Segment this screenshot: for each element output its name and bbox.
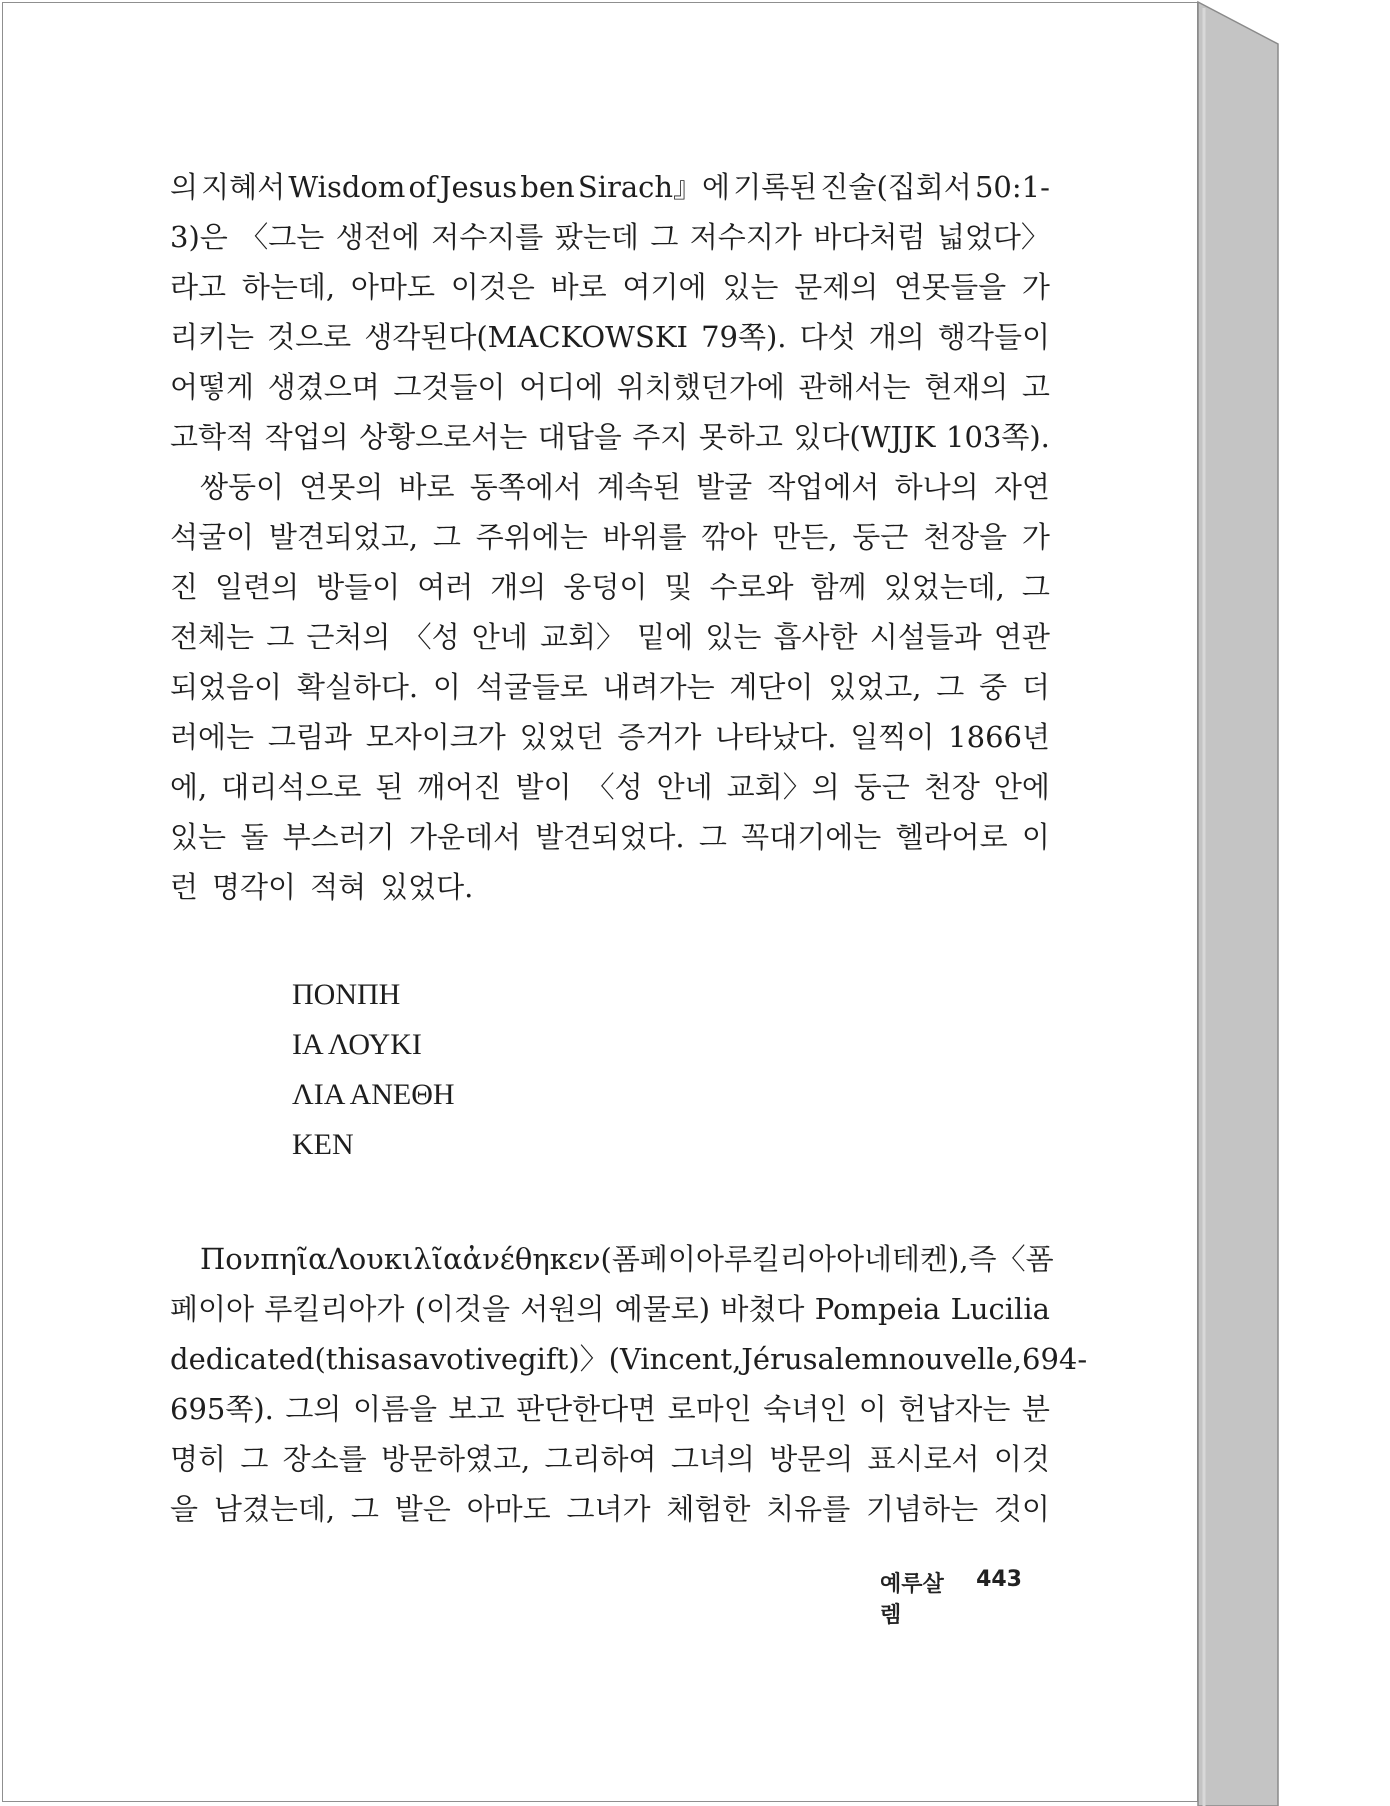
word: 안네 — [471, 620, 528, 654]
word: 그의 — [285, 1392, 342, 1426]
inscription-line-3: ΛΙΑ ΑΝΕΘΗ — [292, 1078, 455, 1111]
word: 진술(집회서 — [820, 170, 972, 204]
word: 3)은 — [170, 220, 228, 254]
word: 어디에 — [519, 370, 604, 404]
word: 석굴들로 — [475, 670, 588, 704]
word: Jérusalem — [741, 1342, 889, 1376]
word: 그 — [650, 220, 679, 254]
word: 루킬리아가 — [264, 1292, 405, 1326]
word: 깨어진 — [417, 770, 502, 804]
word: 이 — [858, 1392, 887, 1426]
word: 그 — [240, 1442, 269, 1476]
paragraph-2 — [170, 462, 1050, 912]
word: votive — [429, 1342, 519, 1376]
text-line — [170, 1234, 1054, 1284]
word: 팠는데 — [554, 220, 639, 254]
word: 행각들이 — [937, 320, 1050, 354]
word: (이것을 — [414, 1292, 511, 1326]
word: 것으로 — [267, 320, 352, 354]
word: 을 — [170, 1492, 199, 1526]
word: 생전에 — [335, 220, 420, 254]
word: 가 — [1021, 270, 1050, 304]
word: Jesus — [439, 170, 518, 204]
text-line — [170, 1334, 1088, 1384]
word: 밑에 — [637, 620, 694, 654]
word: 안에 — [993, 770, 1050, 804]
word: 리키는 — [170, 320, 255, 354]
word: 안네 — [656, 770, 713, 804]
word: 개의 — [868, 320, 925, 354]
word: 발굴 — [696, 470, 753, 504]
word: 대답을 — [537, 420, 622, 454]
word: 생겼으며 — [267, 370, 380, 404]
text-line — [170, 562, 1050, 612]
word: 수로와 — [709, 570, 794, 604]
word: 체험한 — [666, 1492, 751, 1526]
word: 치유를 — [766, 1492, 851, 1526]
word: 있었던 — [519, 720, 604, 754]
word: 웅덩이 — [563, 570, 648, 604]
word: 기록된 — [733, 170, 818, 204]
word: 바로 — [550, 270, 607, 304]
word: 그녀가 — [566, 1492, 651, 1526]
word: 〈폼 — [996, 1242, 1054, 1276]
word: 나타났다. — [715, 720, 837, 754]
word: 바로 — [398, 470, 455, 504]
word: Wisdom — [288, 170, 406, 204]
word: of — [408, 170, 437, 204]
word: 그 — [936, 670, 965, 704]
word: 흡사한 — [773, 620, 858, 654]
word: 예물로) — [614, 1292, 711, 1326]
word: 헌납자는 — [898, 1392, 1011, 1426]
word: 가운데서 — [408, 820, 522, 854]
word: 주위에는 — [475, 520, 588, 554]
word: 연못들을 — [894, 270, 1007, 304]
word: 중 — [979, 670, 1008, 704]
word: 근처의 — [306, 620, 391, 654]
word: 695쪽). — [170, 1392, 274, 1426]
word: 〈성 — [585, 770, 643, 804]
word: 루킬리아 — [723, 1242, 836, 1276]
word: 숙녀인 — [763, 1392, 848, 1426]
running-title: 예루살렘 — [880, 1572, 944, 1628]
text-line — [170, 812, 1050, 862]
word: 넓었다〉 — [936, 220, 1050, 254]
inscription-line-1: ΠΟΝΠΗ — [292, 978, 401, 1011]
word: gift)〉(Vincent, — [518, 1342, 742, 1376]
word: 내려가는 — [602, 670, 715, 704]
word: 된 — [375, 770, 404, 804]
word: 라고 — [170, 270, 227, 304]
word: 103쪽). — [946, 420, 1050, 454]
word: 있는 — [170, 820, 227, 854]
word: 그리하여 — [544, 1442, 657, 1476]
word: ben — [520, 170, 575, 204]
word: 전체는 — [170, 620, 255, 654]
text-line — [170, 162, 1050, 212]
word: 런 — [170, 870, 199, 904]
word: 대리석으로 — [221, 770, 362, 804]
text-line — [170, 462, 1050, 512]
text-line — [170, 712, 1050, 762]
word: 꼭대기에는 — [741, 820, 882, 854]
word: 이 — [1021, 820, 1050, 854]
word: 아마도 — [466, 1492, 551, 1526]
text-line — [170, 662, 1050, 712]
word: 천장을 — [923, 520, 1008, 554]
word: 관해서는 — [798, 370, 911, 404]
word: 바위를 — [602, 520, 687, 554]
word: 명히 — [170, 1442, 227, 1476]
word: 함께 — [810, 570, 867, 604]
word: 고 — [1021, 370, 1050, 404]
word: 작업에서 — [767, 470, 880, 504]
page-footer — [880, 1567, 1022, 1628]
word: 장소를 — [282, 1442, 367, 1476]
word: 작업의 — [264, 420, 349, 454]
word: 로마인 — [667, 1392, 752, 1426]
paragraph-3 — [170, 1234, 1088, 1534]
word: 일련의 — [215, 570, 300, 604]
word: 것이 — [993, 1492, 1050, 1526]
word: 고학적 — [170, 420, 255, 454]
body-text — [170, 162, 1088, 1534]
word: 694- — [1022, 1342, 1088, 1376]
word: 그 — [1021, 570, 1050, 604]
word: 다섯 — [799, 320, 856, 354]
word: 개의 — [490, 570, 547, 604]
word: 현재의 — [924, 370, 1009, 404]
word: 그림과 — [267, 720, 352, 754]
word: 이 — [432, 670, 461, 704]
text-line — [170, 1284, 1050, 1334]
word: 이름을 — [352, 1392, 438, 1426]
word: 아네테켄), — [835, 1242, 969, 1276]
word: 쌍둥이 — [200, 470, 285, 504]
word: 저수지가 — [689, 220, 802, 254]
text-line — [170, 762, 1050, 812]
word: 동쪽에서 — [469, 470, 582, 504]
word: 하나의 — [894, 470, 979, 504]
word: 가 — [1021, 520, 1050, 554]
word: (this — [314, 1342, 381, 1376]
text-line — [170, 1384, 1050, 1434]
text-line — [170, 1484, 1050, 1534]
text-line — [170, 612, 1050, 662]
word: 못하고 — [698, 420, 783, 454]
word: 석굴이 — [170, 520, 255, 554]
word: 50:1- — [974, 170, 1050, 204]
word: 계속된 — [596, 470, 681, 504]
word: 명각이 — [212, 870, 297, 904]
text-line — [170, 512, 1050, 562]
word: 돌 — [240, 820, 269, 854]
word: 그 — [266, 620, 295, 654]
word: 그녀의 — [670, 1442, 755, 1476]
word: 문제의 — [794, 270, 879, 304]
word: 연못의 — [299, 470, 384, 504]
paragraph-1 — [170, 162, 1050, 462]
text-line — [170, 362, 1050, 412]
word: 79쪽). — [701, 320, 787, 354]
word: 생각된다(MACKOWSKI — [364, 320, 688, 354]
word: 천장 — [923, 770, 980, 804]
word: 있었다. — [380, 870, 474, 904]
text-line — [170, 212, 1050, 262]
word: 그 — [432, 520, 461, 554]
word: Λουκιλῖα — [327, 1242, 463, 1276]
word: 그 — [350, 1492, 379, 1526]
word: 표시로서 — [867, 1442, 980, 1476]
word: 더 — [1021, 670, 1050, 704]
word: 모자이크가 — [365, 720, 506, 754]
word: 깎아 — [701, 520, 758, 554]
text-line — [170, 262, 1050, 312]
word: Lucilia — [950, 1292, 1050, 1326]
word: 1866년 — [948, 720, 1050, 754]
word: 방들이 — [316, 570, 401, 604]
word: 주지 — [632, 420, 689, 454]
word: Pompeia — [814, 1292, 941, 1326]
word: 서원의 — [520, 1292, 605, 1326]
word: 페이아 — [170, 1292, 255, 1326]
word: 하는데, — [241, 270, 336, 304]
word: dedicated — [170, 1342, 315, 1376]
word: 헬라어로 — [895, 820, 1008, 854]
word: 부스러기 — [282, 820, 395, 854]
word: 지혜서 — [201, 170, 286, 204]
word: 교회〉의 — [726, 770, 840, 804]
word: 〈성 — [402, 620, 460, 654]
word: 에, — [170, 770, 208, 804]
word: as — [380, 1342, 413, 1376]
word: 계단이 — [729, 670, 814, 704]
word: 기념하는 — [866, 1492, 979, 1526]
word: 일찍이 — [850, 720, 935, 754]
word: 있는 — [722, 270, 779, 304]
word: 있는 — [705, 620, 762, 654]
word: 어떻게 — [170, 370, 255, 404]
word: (폼페이아 — [600, 1242, 724, 1276]
word: 보고 — [448, 1392, 505, 1426]
word: 증거가 — [617, 720, 702, 754]
word: 있었고, — [828, 670, 922, 704]
word: 둥근 — [853, 770, 910, 804]
page-stack-side — [1198, 2, 1278, 1806]
word: 만든, — [772, 520, 838, 554]
word: 저수지를 — [431, 220, 544, 254]
text-line — [170, 412, 1050, 462]
word: 있다(WJJK — [793, 420, 936, 454]
word: 방문의 — [769, 1442, 854, 1476]
word: 이것은 — [450, 270, 535, 304]
greek-inscription — [170, 970, 1050, 1170]
word: 바쳤다 — [720, 1292, 805, 1326]
word: 시설들과 — [869, 620, 982, 654]
page-number: 443 — [976, 1567, 1022, 1592]
text-line — [170, 862, 1050, 912]
word: 진 — [170, 570, 199, 604]
word: 판단한다면 — [516, 1392, 657, 1426]
word: Πονπηῖα — [200, 1242, 328, 1276]
word: ἀνέθηκεν — [462, 1242, 601, 1276]
word: 상황으로서는 — [359, 420, 528, 454]
word: 이것 — [993, 1442, 1050, 1476]
word: 남겼는데, — [213, 1492, 336, 1526]
word: Sirach』에 — [577, 170, 731, 204]
word: 및 — [664, 570, 693, 604]
word: 연관 — [993, 620, 1050, 654]
word: 자연 — [993, 470, 1050, 504]
word: 있었는데, — [883, 570, 1005, 604]
word: 그것들이 — [393, 370, 506, 404]
word: 바다처럼 — [813, 220, 926, 254]
word: 여러 — [417, 570, 474, 604]
inscription-line-4: ΚΕΝ — [292, 1128, 354, 1161]
word: 되었음이 — [170, 670, 283, 704]
word: a — [412, 1342, 430, 1376]
word: 그 — [698, 820, 727, 854]
text-line — [170, 312, 1050, 362]
word: 방문하였고, — [380, 1442, 531, 1476]
word: 발이 — [515, 770, 572, 804]
word: 발견되었다. — [535, 820, 685, 854]
word: 분 — [1021, 1392, 1050, 1426]
word: 적혀 — [310, 870, 367, 904]
word: 둥근 — [852, 520, 909, 554]
word: 발견되었고, — [268, 520, 419, 554]
word: 확실하다. — [296, 670, 419, 704]
word: 즉 — [968, 1242, 997, 1276]
word: 발은 — [394, 1492, 451, 1526]
text-line — [170, 1434, 1050, 1484]
word: 러에는 — [170, 720, 255, 754]
word: nouvelle, — [888, 1342, 1023, 1376]
word: 여기에 — [622, 270, 707, 304]
inscription-line-2: ΙΑ ΛΟΥΚΙ — [292, 1028, 422, 1061]
word: 의 — [170, 170, 199, 204]
word: 〈그는 — [239, 220, 325, 254]
word: 교회〉 — [539, 620, 625, 654]
word: 위치했던가에 — [616, 370, 785, 404]
word: 아마도 — [350, 270, 435, 304]
